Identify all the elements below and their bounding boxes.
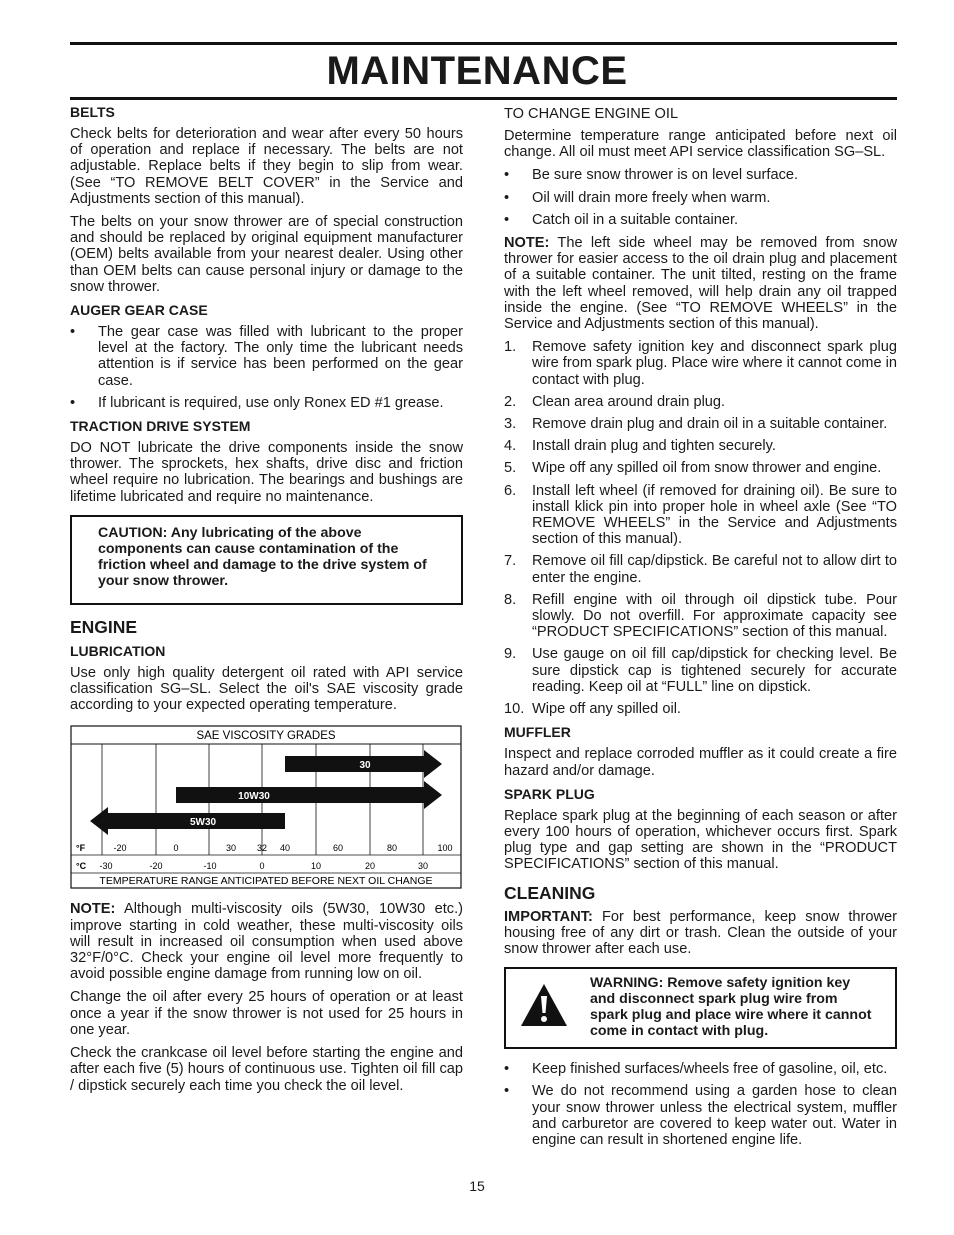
list-item: • The gear case was filled with lubricant to the proper level at the factory. The only time the lubricant needs attention is if service has been performed on the gear case. xyxy=(70,324,463,389)
belts-paragraph-1: Check belts for deterioration and wear after every 50 hours of operation and replace if necessary. The belts are not adjustable. Replace belts if they begin to slip from wear. (See “TO REMOVE BELT COVER” in the Service and Adjustments section of this manual). xyxy=(70,126,463,207)
left-column xyxy=(70,104,463,1101)
lubrication-paragraph: Use only high quality detergent oil rated with API service classification SG–SL. Select the oil's SAE viscosity grade according to your expected operating temperature. xyxy=(70,664,463,714)
spark-plug-heading: SPARK PLUG xyxy=(504,785,595,802)
caution-box xyxy=(70,515,463,605)
change-oil-bullets xyxy=(504,167,897,228)
f-tick-label: 30 xyxy=(225,843,237,854)
list-item: 6. Install left wheel (if removed for draining oil). Be sure to install klick pin into proper hole in wheel axle (See “TO REMOVE WHEELS” in the Service and Adjustments section of this manual). xyxy=(504,482,897,548)
note-text: The left side wheel may be removed from snow thrower for easier access to the oil drain plug and placement of a suitable container. The unit tilted, resting on the frame with the left wheel removed, will help drain any oil trapped inside the engine. (See “TO REMOVE WHEELS” in the Service and Adjustments section of this manual). xyxy=(504,235,897,333)
important-label: IMPORTANT: xyxy=(504,908,593,925)
note-text: Although multi-viscosity oils (5W30, 10W30 etc.) improve starting in cold weather, these multi-viscosity oils will result in increased oil consumption when used above 32°F/0°C. Check your engine oil level more frequently to avoid possible engine damage from running low on oil. xyxy=(70,901,463,983)
bullet-icon: • xyxy=(504,1061,510,1078)
important-text: For best performance, keep snow thrower housing free of any dirt or trash. Clean the outside of your snow thrower after each use. xyxy=(504,908,897,957)
bullet-icon: • xyxy=(70,324,76,341)
list-item: 3. Remove drain plug and drain oil in a suitable container. xyxy=(504,416,888,433)
list-item: • Be sure snow thrower is on level surface. xyxy=(504,167,799,184)
change-oil-paragraph: Determine temperature range anticipated before next oil change. All oil must meet API service classification SG–SL. xyxy=(504,128,897,161)
list-item: • Keep finished surfaces/wheels free of gasoline, oil, etc. xyxy=(504,1061,888,1078)
multi-viscosity-note xyxy=(70,901,463,982)
fahrenheit-unit-label: °F xyxy=(76,843,86,854)
top-rule xyxy=(70,42,897,45)
caution-text: CAUTION: Any lubricating of the above components can cause contamination of the friction wheel and damage to the drive system of your snow thrower. xyxy=(98,524,427,589)
f-tick-label: 100 xyxy=(437,843,453,854)
f-tick-label: 0 xyxy=(173,843,179,854)
lubrication-heading: LUBRICATION xyxy=(70,642,166,659)
list-item: • We do not recommend using a garden hose to clean your snow thrower unless the electrical system, muffler and carburetor are covered to keep water out. Water in engine can result in shortened engine life. xyxy=(504,1083,897,1148)
list-item: • Catch oil in a suitable container. xyxy=(504,211,739,228)
bullet-icon: • xyxy=(504,167,510,184)
oil-check-paragraph: Check the crankcase oil level before starting the engine and after each five (5) hours of continuous use. Tighten oil fill cap / dipstick securely each time you check the oil level. xyxy=(70,1045,463,1094)
bullet-icon: • xyxy=(504,1083,510,1100)
traction-drive-paragraph: DO NOT lubricate the drive components inside the snow thrower. The sprockets, hex shafts, drive disc and friction wheel require no lubrication. The bearings and bushings are lifetime lubricated and require no maintenance. xyxy=(70,440,463,505)
bar-label: 30 xyxy=(359,760,371,772)
bar-label: 5W30 xyxy=(189,817,217,829)
warning-box xyxy=(504,967,897,1049)
list-item: 1. Remove safety ignition key and disconnect spark plug wire from spark plug. Place wire where it cannot come in contact with plug. xyxy=(504,339,897,388)
bar-label: 10W30 xyxy=(238,791,270,803)
chart-x-axis-label: TEMPERATURE RANGE ANTICIPATED BEFORE NEXT OIL CHANGE xyxy=(99,875,433,888)
f-tick-label: 80 xyxy=(386,843,398,854)
bullet-icon: • xyxy=(504,189,510,206)
belts-heading: BELTS xyxy=(70,104,115,120)
f-tick-label: 32 xyxy=(256,843,268,854)
f-tick-label: 40 xyxy=(279,843,291,854)
c-tick-label: -20 xyxy=(149,861,163,872)
oil-change-steps xyxy=(504,339,897,717)
muffler-paragraph: Inspect and replace corroded muffler as it could create a fire hazard and/or damage. xyxy=(504,746,897,779)
viscosity-chart xyxy=(70,725,462,889)
title-rule xyxy=(70,97,897,100)
c-tick-label: -10 xyxy=(203,861,217,872)
list-item: • If lubricant is required, use only Ronex ED #1 grease. xyxy=(70,394,444,411)
spark-plug-paragraph: Replace spark plug at the beginning of each season or after every 100 hours of operation, whichever occurs first. Spark plug type and gap setting are shown in the “PRODUCT SPECIFICATIONS” section of this manual. xyxy=(504,807,897,873)
chart-title: SAE VISCOSITY GRADES xyxy=(196,730,336,743)
cleaning-heading: CLEANING xyxy=(504,882,596,903)
note-label: NOTE: xyxy=(504,235,550,252)
bullet-icon: • xyxy=(504,211,510,228)
right-column xyxy=(504,104,897,1155)
auger-gear-case-heading: AUGER GEAR CASE xyxy=(70,302,208,319)
list-item: 9. Use gauge on oil fill cap/dipstick for checking level. Be sure dipstick cap is tightened securely for accurate reading. Keep oil at “FULL” line on dipstick. xyxy=(504,646,897,695)
auger-bullet-list xyxy=(70,324,463,411)
list-item: 2. Clean area around drain plug. xyxy=(504,393,726,410)
f-tick-label: 60 xyxy=(332,843,344,854)
list-item: 10. Wipe off any spilled oil. xyxy=(504,701,681,718)
celsius-unit-label: °C xyxy=(76,861,87,872)
viscosity-chart-svg xyxy=(70,725,462,889)
chart-frame xyxy=(71,726,461,888)
c-tick-label: 0 xyxy=(259,861,265,872)
c-tick-label: 10 xyxy=(310,861,322,872)
c-tick-label: -30 xyxy=(99,861,113,872)
page-title: MAINTENANCE xyxy=(326,49,628,93)
belts-paragraph-2: The belts on your snow thrower are of special construction and should be replaced by original equipment manufacturer (OEM) belts available from your nearest dealer. Using other than OEM belts can cause personal injury or damage to the snow thrower. xyxy=(70,214,463,295)
list-item: 7. Remove oil fill cap/dipstick. Be careful not to allow dirt to enter the engine. xyxy=(504,553,897,586)
list-item: • Oil will drain more freely when warm. xyxy=(504,189,771,206)
change-engine-oil-heading: TO CHANGE ENGINE OIL xyxy=(504,106,679,122)
engine-heading: ENGINE xyxy=(70,616,138,637)
cleaning-bullets xyxy=(504,1061,897,1148)
warning-text: WARNING: Remove safety ignition key and disconnect spark plug wire from spark plug and place wire where it cannot come in contact with plug. xyxy=(590,975,872,1040)
bullet-icon: • xyxy=(70,394,76,411)
cleaning-paragraph xyxy=(504,909,897,958)
note-label: NOTE: xyxy=(70,901,116,918)
traction-drive-heading: TRACTION DRIVE SYSTEM xyxy=(70,418,251,435)
oil-change-interval-paragraph: Change the oil after every 25 hours of operation or at least once a year if the snow thrower is not used for 25 hours in one year. xyxy=(70,989,463,1038)
warning-triangle-icon xyxy=(520,983,568,1027)
c-tick-label: 30 xyxy=(417,861,429,872)
page-number: 15 xyxy=(469,1178,485,1194)
list-item: 8. Refill engine with oil through oil dipstick tube. Pour slowly. Do not overfill. For approximate capacity see “PRODUCT SPECIFICATIONS” section of this manual. xyxy=(504,591,897,641)
list-item: 4. Install drain plug and tighten securely. xyxy=(504,438,776,455)
c-tick-label: 20 xyxy=(364,861,376,872)
wheel-removal-note xyxy=(504,235,897,332)
f-tick-label: -20 xyxy=(113,843,127,854)
muffler-heading: MUFFLER xyxy=(504,724,571,741)
list-item: 5. Wipe off any spilled oil from snow thrower and engine. xyxy=(504,460,882,477)
